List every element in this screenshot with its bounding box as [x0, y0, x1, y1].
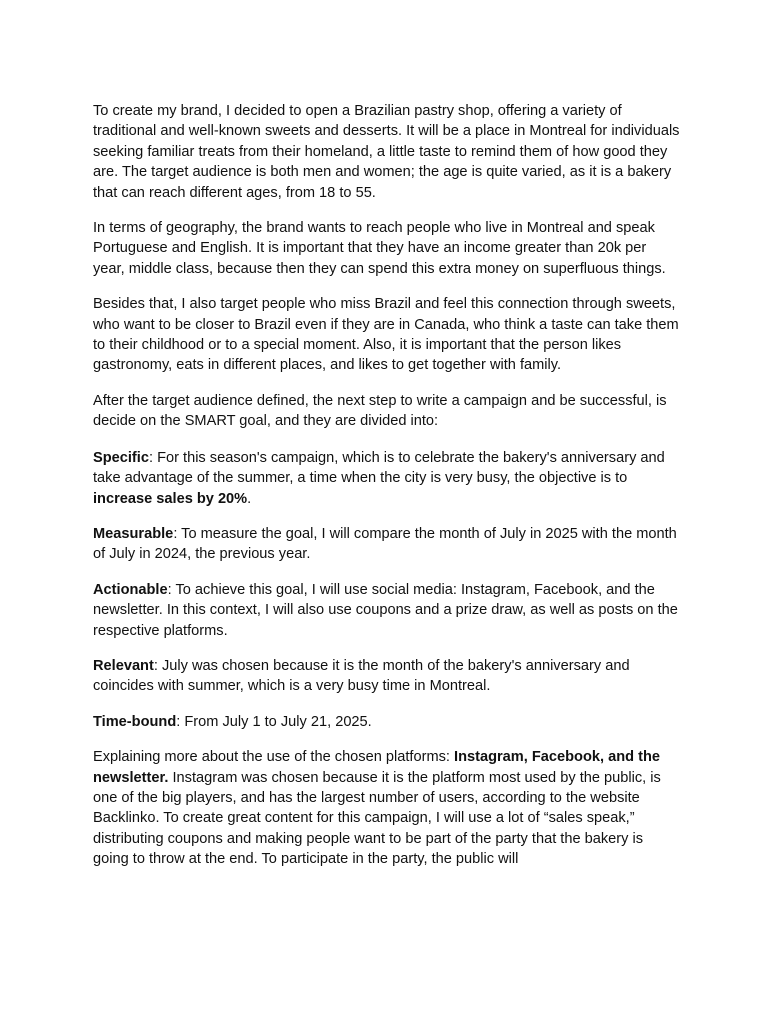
- relevant-label: Relevant: [93, 657, 154, 674]
- paragraph-relevant: [93, 656, 681, 697]
- relevant-text: : July was chosen because it is the month of the bakery's anniversary and coincides with summer, which is a very busy time in Montreal.: [93, 657, 630, 695]
- paragraph-brand-intro: To create my brand, I decided to open a Brazilian pastry shop, offering a variety of traditional and well-known sweets and desserts. It will be a place in Montreal for individuals seeking familiar treats from their homeland, a little taste to remind them of how good they are. The target audience is both men and women; the age is quite varied, as it is a bakery that can reach different ages, from 18 to 55.: [93, 103, 680, 201]
- platforms-rest: Instagram was chosen because it is the platform most used by the public, is one of the big players, and has the largest number of users, according to the website Backlinko. To create great content for this campaign, I will use a lot of “sales speak,” distributing coupons and making people want to be part of the party that the bakery is going to throw at the end. To participate in the party, the public will: [93, 769, 661, 868]
- paragraph-smart-intro: After the target audience defined, the next step to write a campaign and be successful, is decide on the SMART goal, and they are divided into:: [93, 392, 667, 430]
- specific-end: .: [247, 490, 252, 507]
- actionable-label: Actionable: [93, 581, 168, 598]
- paragraph-target-interests: Besides that, I also target people who miss Brazil and feel this connection through sweets, who want to be closer to Brazil even if they are in Canada, who think a taste can take them to their childhood or to a special moment. Also, it is important that the person likes gastronomy, eats in different places, and likes to get together with family.: [93, 296, 679, 374]
- paragraph-platforms: [93, 747, 681, 869]
- platforms-emphasis: Instagram, Facebook, and the newsletter.: [93, 749, 660, 786]
- paragraph-actionable: [93, 580, 681, 641]
- specific-emphasis: increase sales by 20%: [93, 490, 248, 507]
- measurable-label: Measurable: [93, 525, 174, 542]
- timebound-label: Time-bound: [93, 713, 177, 730]
- document-body: [93, 101, 681, 870]
- specific-text: : For this season's campaign, which is to celebrate the bakery's anniversary and take advantage of the summer, a time when the city is very busy, the objective is to: [93, 449, 665, 487]
- timebound-text: : From July 1 to July 21, 2025.: [176, 713, 372, 730]
- actionable-text: : To achieve this goal, I will use social media: Instagram, Facebook, and the newsletter. In this context, I will also use coupons and a prize draw, as well as posts on the respective platforms.: [93, 581, 678, 639]
- paragraph-timebound: [93, 712, 681, 732]
- specific-label: Specific: [93, 449, 149, 466]
- paragraph-specific: [93, 448, 681, 509]
- platforms-lead: Explaining more about the use of the chosen platforms:: [93, 749, 455, 766]
- paragraph-geography: In terms of geography, the brand wants to reach people who live in Montreal and speak Portuguese and English. It is important that they have an income greater than 20k per year, middle class, because then they can spend this extra money on superfluous things.: [93, 220, 666, 277]
- measurable-text: : To measure the goal, I will compare the month of July in 2025 with the month of July in 2024, the previous year.: [93, 525, 677, 563]
- paragraph-measurable: [93, 524, 681, 565]
